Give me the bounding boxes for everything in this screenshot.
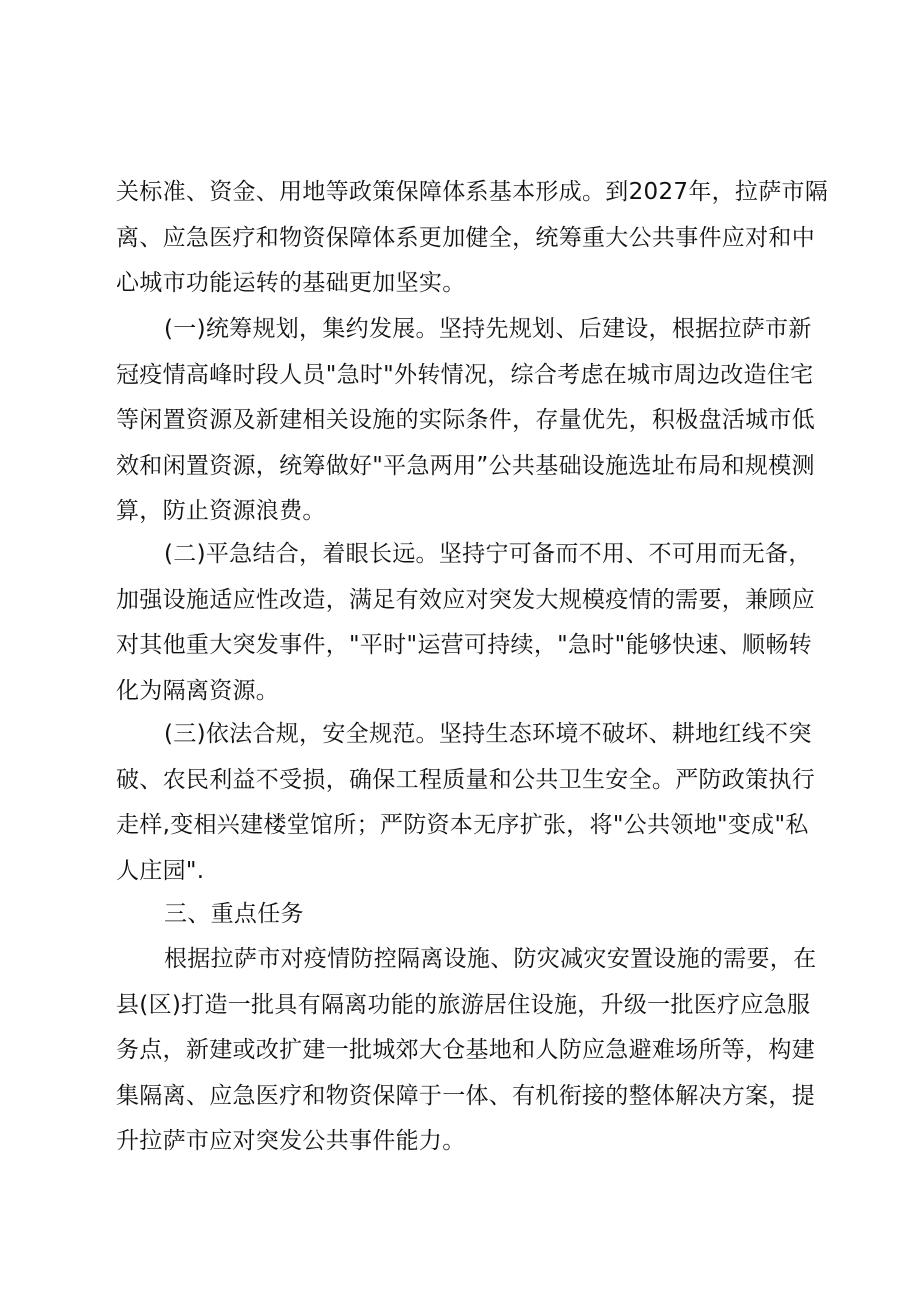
text-line: (二)平急结合，着眼长远。坚持宁可备而不用、不可用而无备， (164, 541, 812, 567)
paragraph-principle-1 (116, 307, 820, 535)
text-line: 破、农民利益不受损，确保工程质量和公共卫生安全。严防政策执行 (116, 766, 815, 793)
text-line: 升拉萨市应对突发公共事件能力。 (116, 1128, 466, 1154)
paragraph-key-tasks (116, 937, 820, 1165)
section-heading: 三、重点任务 (164, 901, 304, 927)
text-line: 走样,变相兴建楼堂馆所；严防资本无序扩张，将"公共领地"变成"私 (116, 812, 809, 838)
text-line: 等闲置资源及新建相关设施的实际条件，存量优先，积极盘活城市低 (116, 407, 815, 433)
text-line: (三)依法合规，安全规范。坚持生态环境不破坏、耕地红线不突 (164, 721, 812, 747)
text-line: 务点，新建或改扩建一批城郊大仓基地和人防应急避难场所等，构建 (116, 1037, 815, 1063)
paragraph-principle-3 (116, 712, 820, 894)
text-line: 关标准、资金、用地等政策保障体系基本形成。到2027年，拉萨市隔 (116, 179, 829, 205)
paragraph-policy-continuation (116, 170, 829, 307)
text-line: 县(区)打造一批具有隔离功能的旅游居住设施，升级一批医疗应急服 (116, 991, 811, 1018)
text-line: 离、应急医疗和物资保障体系更加健全，统筹重大公共事件应对和中 (116, 224, 815, 251)
text-line: 化为隔离资源。 (116, 677, 280, 704)
text-line: 心城市功能运转的基础更加坚实。 (116, 270, 466, 296)
text-line: 对其他重大突发事件，"平时"运营可持续，"急时"能够快速、顺畅转 (116, 632, 812, 658)
text-line: (一)统筹规划，集约发展。坚持先规划、后建设，根据拉萨市新 (164, 316, 812, 342)
text-line: 效和闲置资源，统筹做好"平急两用”公共基础设施选址布局和规模测 (116, 452, 815, 479)
text-line: 算，防止资源浪费。 (116, 498, 326, 524)
section-heading-key-tasks (116, 892, 820, 938)
text-line: 加强设施适应性改造，满足有效应对突发大规模疫情的需要，兼顾应 (116, 586, 815, 613)
paragraph-principle-2 (116, 532, 820, 714)
text-line: 根据拉萨市对疫情防控隔离设施、防灾减灾安置设施的需要，在 (164, 946, 817, 972)
text-line: 人庄园". (116, 857, 205, 884)
text-line: 冠疫情高峰时段人员"急时"外转情况，综合考虑在城市周边改造住宅 (116, 361, 814, 388)
text-line: 集隔离、应急医疗和物资保障于一体、有机衔接的整体解决方案，提 (116, 1082, 815, 1109)
